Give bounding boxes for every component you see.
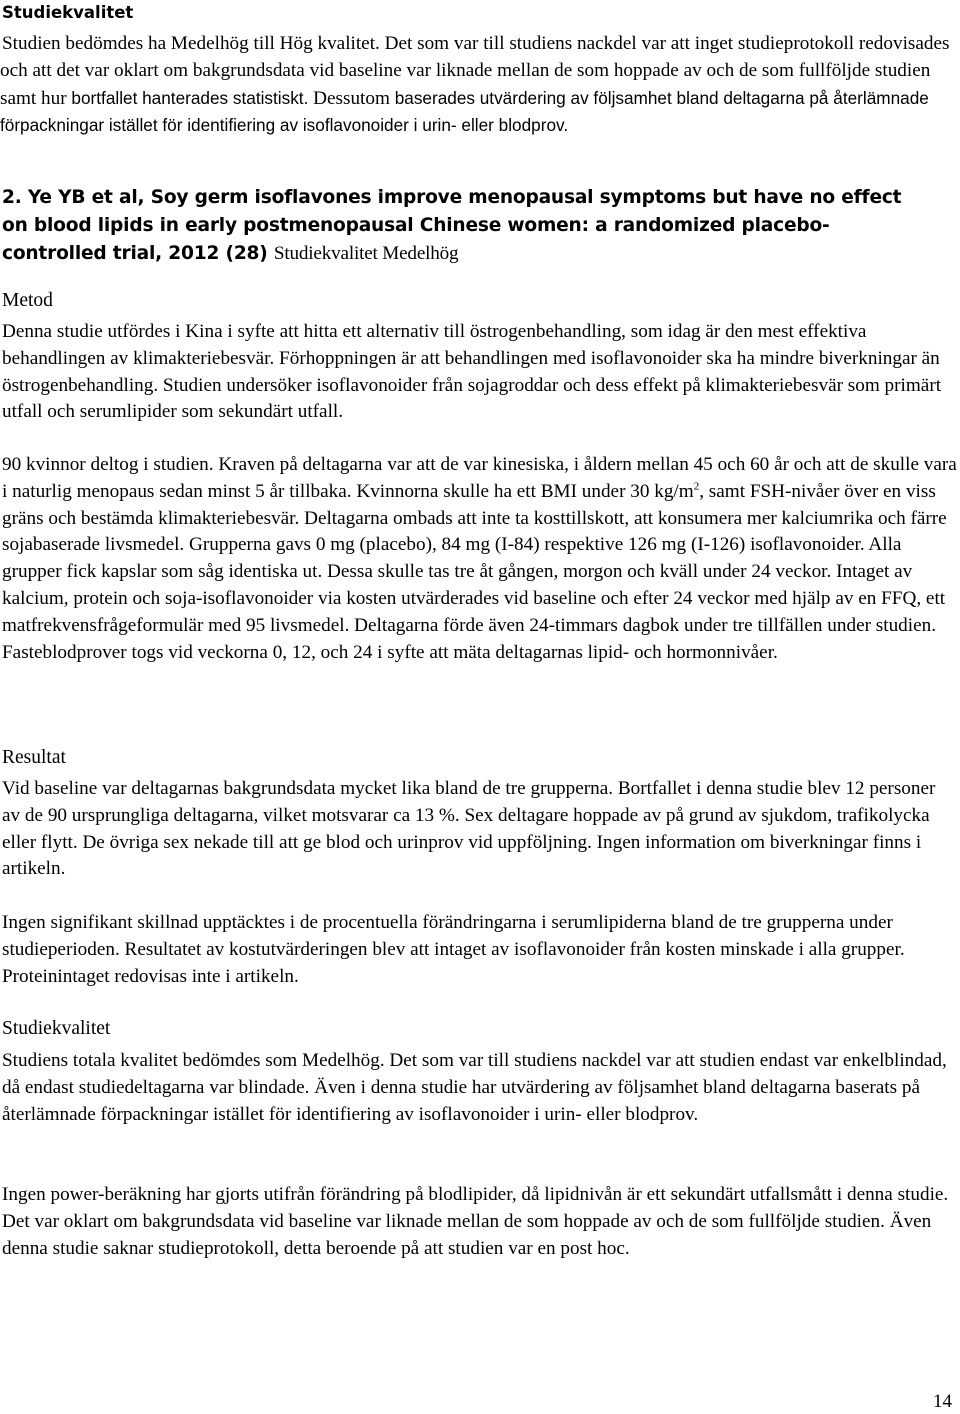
resultat-text-1: Vid baseline var deltagarnas bakgrundsdata mycket lika bland de tre grupperna. Bortfallet i denna studie blev 12 personer av de 90 ursprungliga deltagarna, vilket motsvarar ca 13 %. Sex deltagare hoppade av på grund av sjukdom, trafikolycka eller flytt. De övriga sex nekade till att ge blod och urinprov vid uppföljning. Ingen information om biverkningar finns i artikeln. (2, 778, 936, 880)
reference-title: 2. Ye YB et al, Soy germ isoflavones improve menopausal symptoms but have no effect on blood lipids in early postmenopausal Chinese women: a randomized placebo-controlled trial, 2012 (28) (2, 187, 902, 264)
metod-paragraph-1 (0, 319, 960, 426)
section-title-resultat: Resultat (2, 747, 66, 768)
metod-text-1: Denna studie utfördes i Kina i syfte att hitta ett alternativ till östrogenbehandling, som idag är den mest effektiva behandlingen av klimakteriebesvär. Förhoppningen är att behandlingen med isoflavonoider ska ha mindre biverkningar än östrogenbehandling. Studien undersöker isoflavonoider från sojagroddar och dess effekt på klimakteriebesvär som primärt utfall och serumlipider som sekundärt utfall. (2, 321, 942, 423)
quality-text-sans-2: baserades utvärdering av följsamhet bland deltagarna på återlämnade förpackningar istället för identifiering av isoflavonoider i urin- eller blodprov. (0, 87, 929, 136)
studiekvalitet-text-2: Ingen power-beräkning har gjorts utifrån förändring på blodlipider, då lipidnivån är ett sekundärt utfallsmått i denna studie. Det var oklart om bakgrundsdata vid baseline var liknade mellan de som hoppade av och de som fullföljde studien. Även denna studie saknar studieprotokoll, detta beroende på att studien var en post hoc. (2, 1184, 949, 1259)
studiekvalitet-paragraph-1 (0, 1048, 960, 1128)
resultat-paragraph-2 (0, 910, 960, 990)
superscript-2: 2 (693, 480, 700, 493)
metod-text-2a: 90 kvinnor deltog i studien. Kraven på deltagarna var att de var kinesiska, i åldern mellan 45 och 60 år och att de skulle vara i naturlig menopaus sedan minst 5 år tillbaka. Kvinnorna skulle ha ett BMI under 30 kg/m (2, 454, 957, 502)
quality-text-serif-2: Dessutom (313, 87, 390, 109)
section-title-metod: Metod (2, 290, 53, 311)
section-title-studiekvalitet: Studiekvalitet (2, 1018, 111, 1039)
reference-heading (2, 184, 902, 268)
quality-text-sans: bortfallet hanterades statistiskt. (71, 87, 309, 108)
metod-paragraph-2 (0, 452, 960, 666)
reference-quality: Studiekvalitet Medelhög (273, 243, 459, 264)
quality-paragraph-1 (0, 31, 958, 140)
heading-studiekvalitet-top: Studiekvalitet (2, 3, 134, 22)
resultat-text-2: Ingen signifikant skillnad upptäcktes i de procentuella förändringarna i serumlipiderna bland de tre grupperna under studieperioden. Resultatet av kostutvärderingen blev att intaget av isoflavonoider från kosten minskade i alla grupper. Proteinintaget redovisas inte i artikeln. (2, 912, 905, 987)
studiekvalitet-paragraph-2 (0, 1182, 960, 1262)
metod-text-2b: , samt FSH-nivåer över en viss gräns och bestämda klimakteriebesvär. Deltagarna ombads att inte ta kosttillskott, att konsumera mer kalciumrika och färre sojabaserade livsmedel. Grupperna gavs 0 mg (placebo), 84 mg (I-84) respektive 126 mg (I-126) isoflavonoider. Alla grupper fick kapslar som såg identiska ut. Dessa skulle tas tre åt gången, morgon och kväll under 24 veckor. Intaget av kalcium, protein och soja-isoflavonoider via kosten utvärderades vid baseline och efter 24 veckor med hjälp av en FFQ, ett matfrekvensfrågeformulär med 95 livsmedel. Deltagarna förde även 24-timmars dagbok under tre tillfällen under studien. Fasteblodprover togs vid veckorna 0, 12, och 24 i syfte att mäta deltagarnas lipid- och hormonnivåer. (2, 480, 947, 663)
page-number: 14 (933, 1391, 952, 1412)
studiekvalitet-text-1: Studiens totala kvalitet bedömdes som Medelhög. Det som var till studiens nackdel var att studien endast var enkelblindad, då endast studiedeltagarna var blindade. Även i denna studie har utvärdering av följsamhet bland deltagarna baserats på återlämnade förpackningar istället för identifiering av isoflavonoider i urin- eller blodprov. (2, 1050, 947, 1125)
resultat-paragraph-1 (0, 776, 960, 883)
quality-text-serif: Studien bedömdes ha Medelhög till Hög kvalitet. Det som var till studiens nackdel var att inget studieprotokoll redovisades och att det var oklart om bakgrundsdata vid baseline var liknade mellan de som hoppade av och de som fullföljde studien samt hur (0, 33, 950, 109)
